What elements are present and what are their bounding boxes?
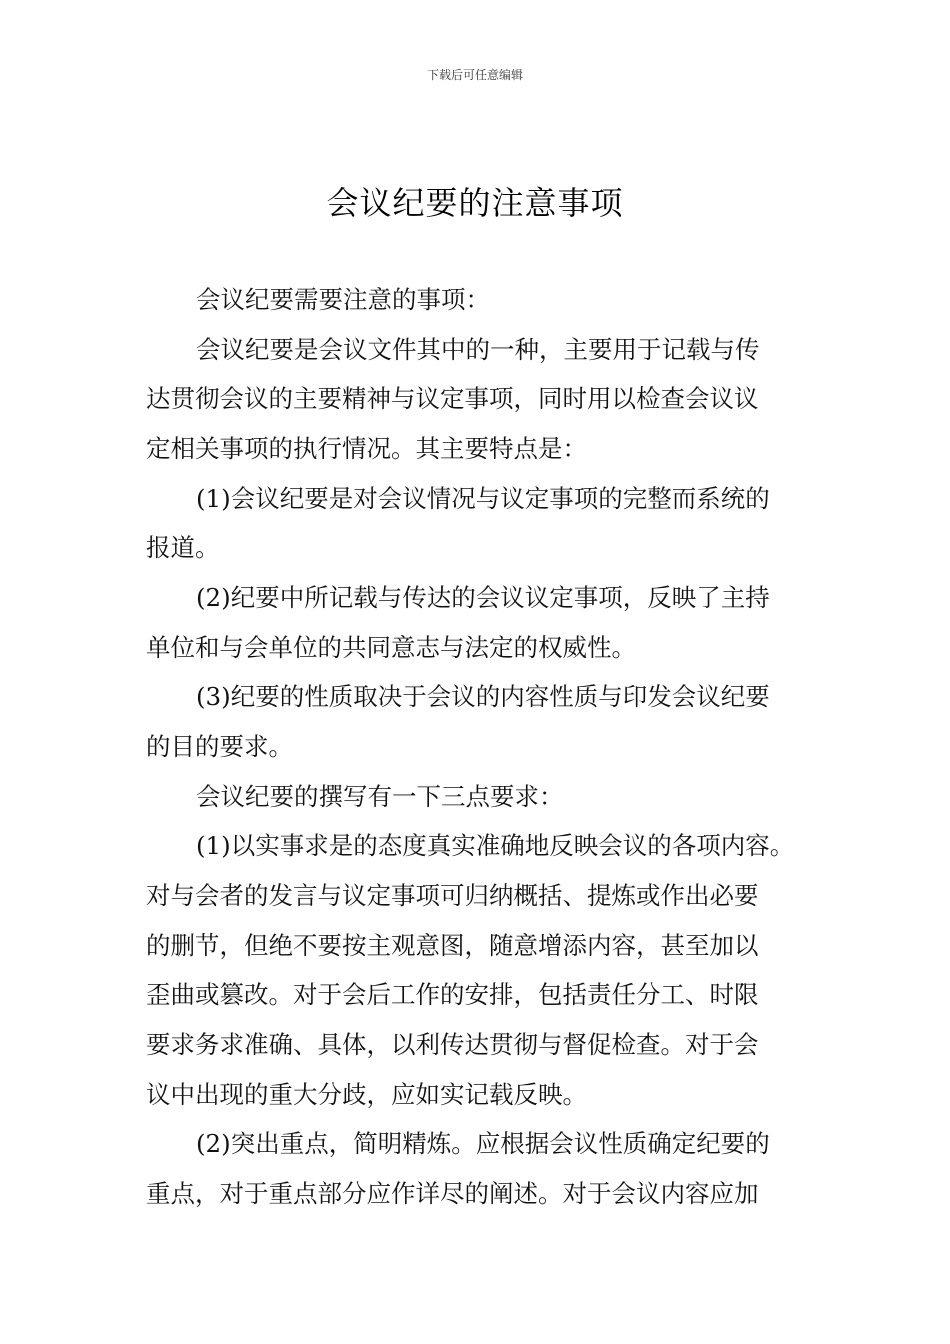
paragraph-line: 对与会者的发言与议定事项可归纳概括、提炼或作出必要 — [146, 881, 759, 910]
paragraph-line: (1)以实事求是的态度真实准确地反映会议的各项内容。 — [196, 831, 795, 860]
paragraph-line: (2)纪要中所记载与传达的会议议定事项，反映了主持 — [196, 583, 770, 612]
paragraph-line: 会议纪要的撰写有一下三点要求： — [196, 782, 564, 811]
paragraph-line: (2)突出重点，简明精炼。应根据会议性质确定纪要的 — [196, 1129, 770, 1158]
header-note: 下载后可任意编辑 — [426, 68, 523, 82]
paragraph-line: 歪曲或篡改。对于会后工作的安排，包括责任分工、时限 — [146, 980, 759, 1009]
paragraph-line: 单位和与会单位的共同意志与法定的权威性。 — [146, 633, 636, 662]
paragraph-line: 的目的要求。 — [146, 732, 293, 761]
paragraph-line: 报道。 — [146, 533, 220, 562]
paragraph-line: 重点，对于重点部分应作详尽的阐述。对于会议内容应加 — [146, 1179, 759, 1208]
paragraph-line: 定相关事项的执行情况。其主要特点是： — [146, 434, 587, 463]
paragraph-line: (1)会议纪要是对会议情况与议定事项的完整而系统的 — [196, 484, 770, 513]
paragraph-line: 要求务求准确、具体，以利传达贯彻与督促检查。对于会 — [146, 1030, 759, 1059]
paragraph-line: 会议纪要需要注意的事项： — [196, 285, 490, 314]
document-title: 会议纪要的注意事项 — [326, 184, 624, 222]
paragraph-line: 会议纪要是会议文件其中的一种，主要用于记载与传 — [196, 335, 760, 364]
paragraph-line: (3)纪要的性质取决于会议的内容性质与印发会议纪要 — [196, 682, 770, 711]
paragraph-line: 达贯彻会议的主要精神与议定事项，同时用以检查会议议 — [146, 384, 759, 413]
paragraph-line: 议中出现的重大分歧，应如实记载反映。 — [146, 1080, 587, 1109]
paragraph-line: 的删节，但绝不要按主观意图，随意增添内容，甚至加以 — [146, 931, 759, 960]
